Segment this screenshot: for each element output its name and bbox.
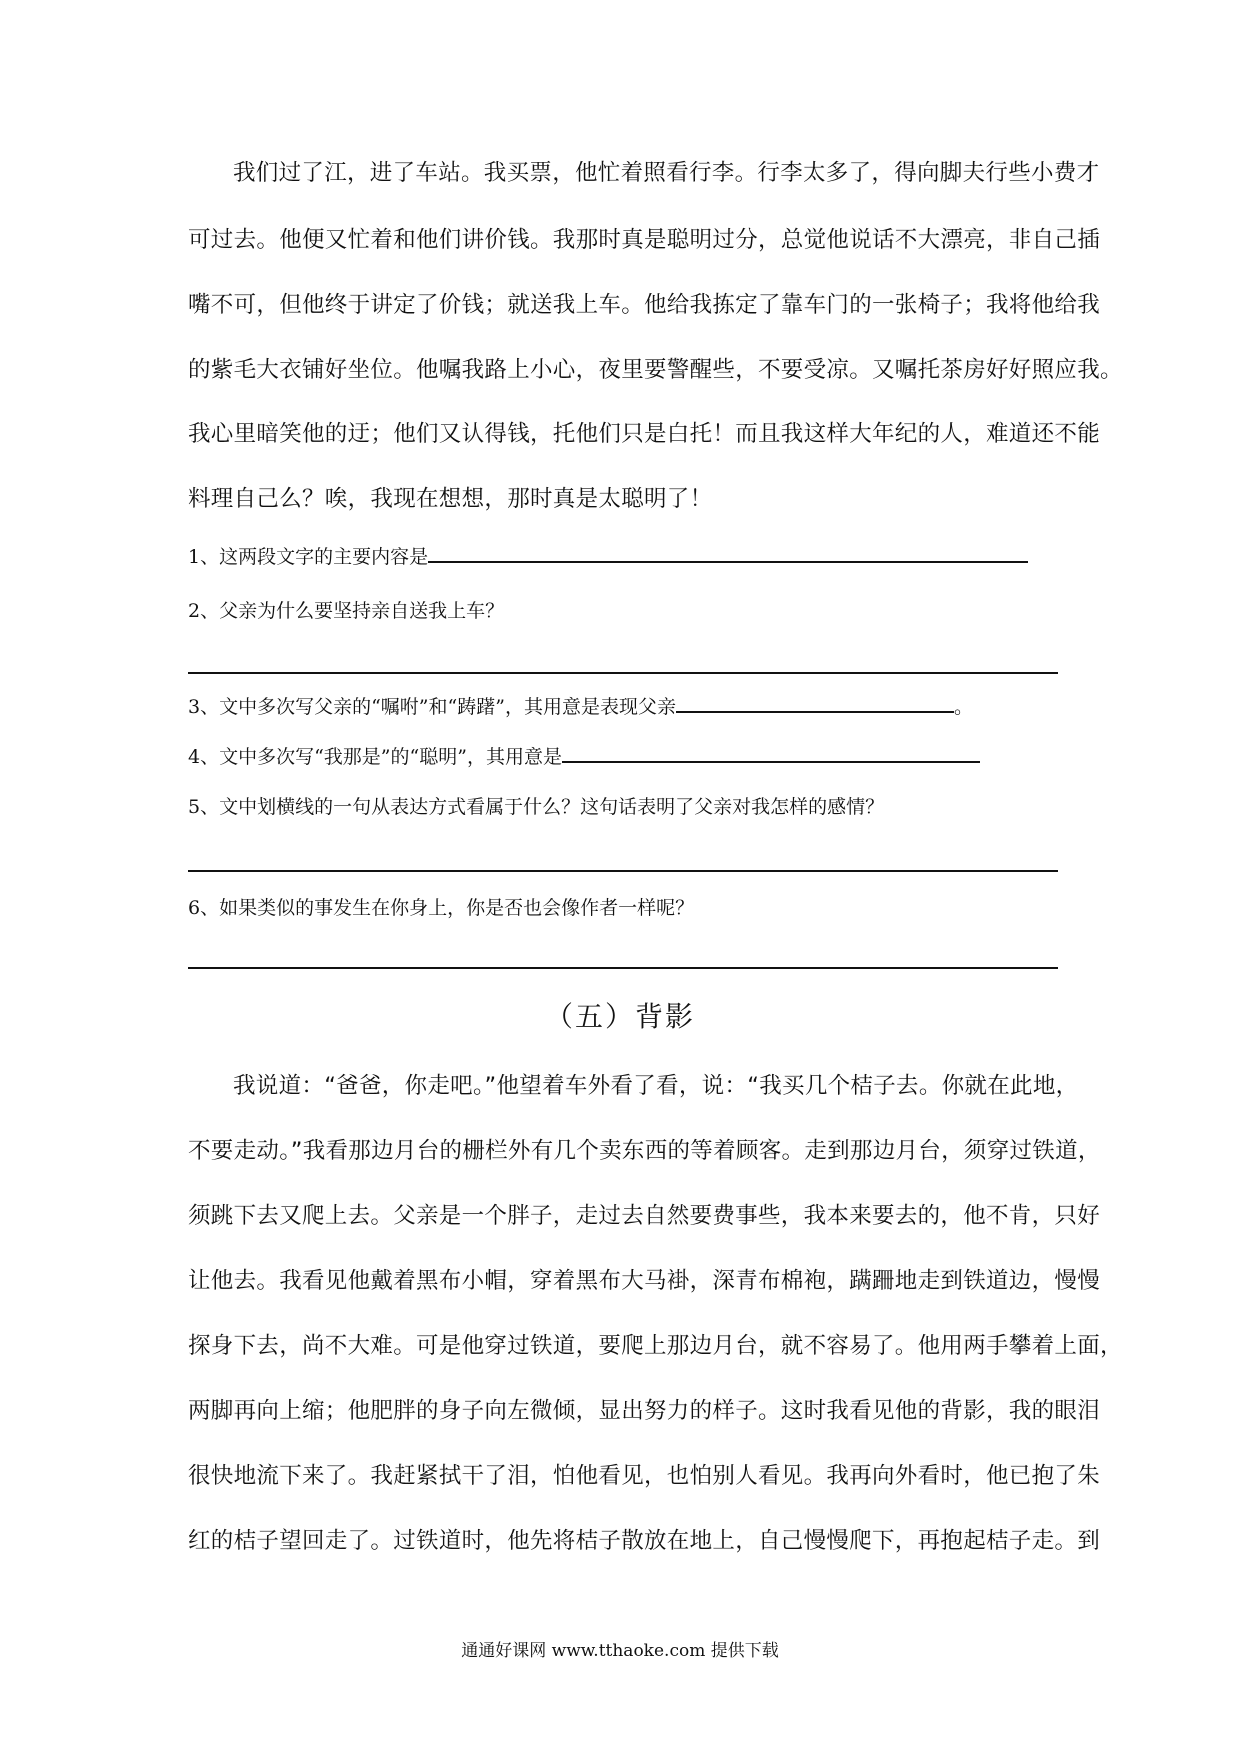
question-4-text: 4、文中多次写“我那是”的“聪明”，其用意是 [188,746,562,768]
passage1-line-2: 可过去。他便又忙着和他们讲价钱。我那时真是聪明过分，总觉他说话不大漂亮，非自己插 [188,227,1101,253]
passage2-line-4: 让他去。我看见他戴着黑布小帽，穿着黑布大马褂，深青布棉袍，蹒跚地走到铁道边，慢慢 [188,1268,1101,1294]
question-1 [188,542,1058,569]
passage2-line-6: 两脚再向上缩；他肥胖的身子向左微倾，显出努力的样子。这时我看见他的背影，我的眼泪 [188,1398,1101,1424]
answer-blank-3[interactable] [676,693,954,713]
answer-line-2[interactable] [188,672,1058,674]
question-3-period: 。 [953,696,973,718]
page-footer: 通通好课网 www.tthaoke.com 提供下载 [461,1641,779,1661]
passage1-line-1: 我们过了江，进了车站。我买票，他忙着照看行李。行李太多了，得向脚夫行些小费才 [233,160,1100,186]
passage1-line-3: 嘴不可，但他终于讲定了价钱；就送我上车。他给我拣定了靠车门的一张椅子；我将他给我 [188,292,1101,318]
question-1-text: 1、这两段文字的主要内容是 [188,546,429,568]
passage2-line-8: 红的桔子望回走了。过铁道时，他先将桔子散放在地上，自己慢慢爬下，再抱起桔子走。到 [188,1528,1101,1554]
question-3 [188,692,1058,719]
question-6: 6、如果类似的事发生在你身上，你是否也会像作者一样呢？ [188,897,695,919]
passage2-line-2: 不要走动。”我看那边月台的栅栏外有几个卖东西的等着顾客。走到那边月台，须穿过铁道， [188,1138,1101,1164]
question-2: 2、父亲为什么要坚持亲自送我上车？ [188,600,505,622]
question-5: 5、文中划横线的一句从表达方式看属于什么？这句话表明了父亲对我怎样的感情？ [188,796,885,818]
section-title: （五）背影 [544,1000,695,1033]
passage2-line-5: 探身下去，尚不大难。可是他穿过铁道，要爬上那边月台，就不容易了。他用两手攀着上面， [188,1333,1123,1359]
answer-blank-1[interactable] [428,543,1028,563]
passage1-line-5: 我心里暗笑他的迂；他们又认得钱，托他们只是白托！而且我这样大年纪的人，难道还不能 [188,421,1101,447]
answer-line-5[interactable] [188,870,1058,872]
passage2-line-7: 很快地流下来了。我赶紧拭干了泪，怕他看见，也怕别人看见。我再向外看时，他已抱了朱 [188,1463,1101,1489]
passage2-line-1: 我说道：“爸爸，你走吧。”他望着车外看了看，说：“我买几个桔子去。你就在此地， [233,1073,1079,1099]
question-4 [188,742,1058,769]
answer-blank-4[interactable] [562,743,980,763]
passage1-line-6: 料理自己么？唉，我现在想想，那时真是太聪明了！ [188,486,713,512]
answer-line-6[interactable] [188,967,1058,969]
passage2-line-3: 须跳下去又爬上去。父亲是一个胖子，走过去自然要费事些，我本来要去的，他不肯，只好 [188,1203,1101,1229]
passage1-line-4: 的紫毛大衣铺好坐位。他嘱我路上小心，夜里要警醒些，不要受凉。又嘱托茶房好好照应我。 [188,357,1123,383]
question-3-text: 3、文中多次写父亲的“嘱咐”和“踌躇”，其用意是表现父亲 [188,696,676,718]
